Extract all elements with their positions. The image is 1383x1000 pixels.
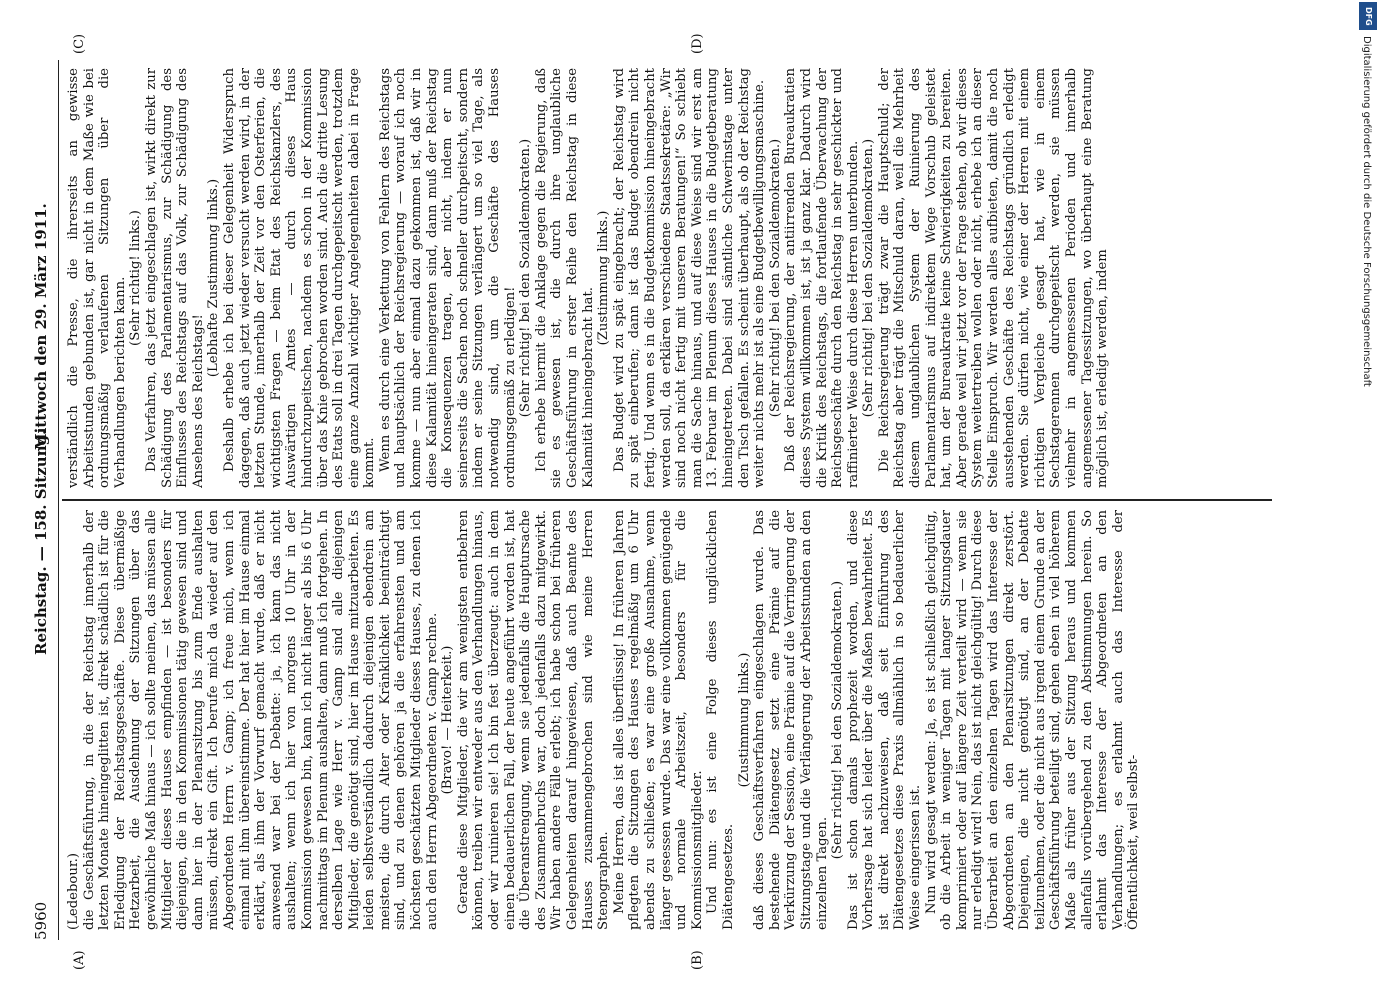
interjection: (Zustimmung links.)	[736, 652, 752, 788]
interjection: (Bravo! — Heiterkeit.)	[440, 645, 456, 795]
right-column	[66, 68, 1271, 488]
dfg-logo: DFG	[1359, 2, 1377, 30]
paragraph: Deshalb erhebe ich bei dieser Gelegenheit Widerspruch dagegen, daß auch jetzt wieder versucht werden wird, in der letzten Stunde, innerhalb der Zeit vor den Osterferien, die wichtigsten Fragen — beim Etat des Reichskanzlers, des Auswärtigen Amtes — durch dieses Haus hindurchzupeitschen, nachdem es schon in der Kommission über das Knie gebrochen worden sind. Auch die dritte Lesung des Etats soll in drei Tagen durchgepeitscht werden, trotzdem eine ganze Anzahl wichtiger Angelegenheiten dabei in Frage kommt.	[221, 68, 378, 488]
page-number: 5960	[32, 901, 50, 940]
paragraph: Das Verfahren, das jetzt eingeschlagen ist, wirkt direkt zur Schädigung des Parlamentarismus, zur Schädigung des Einflusses des Reichstags auf das Volk, zur Schädigung des Ansehens des Reichstags!	[143, 68, 206, 488]
margin-marker-c: (C)	[72, 33, 87, 54]
paragraph: Wenn es durch eine Verkettung von Fehlern des Reichstags und hauptsächlich der Reichsregierung — worauf ich noch komme — nun aber einmal dazu gekommen ist, daß wir in diese Kalamität hineingeraten sind, dann muß der Reichstag die Konsequenzen tragen, aber nicht, indem er nun seinerseits die Sachen noch schneller durchpeitscht, sondern indem er seine Sitzungen verlängert um so viel Tage, als notwendig sind, um die Geschäfte des Hauses ordnungsgemäß zu erledigen!	[377, 68, 518, 488]
session-title: Reichstag. — 158. Sitzung.	[32, 429, 50, 655]
interjection: (Sehr richtig! bei den Sozialdemokraten.)	[518, 138, 534, 418]
interjection: (Zustimmung links.)	[596, 210, 612, 346]
margin-marker-a: (A)	[72, 950, 87, 970]
paragraph: Das ist schon damals prophezeit worden, und diese Vorhersage hat sich leider über die Maßen bewahrheitet. Es ist direkt nachzuweisen, daß seit Einführung des Diätengesetzes diese Praxis allmählich in so bedauerlicher Weise eingerissen ist.	[845, 510, 924, 930]
interjection: (Sehr richtig! bei den Sozialdemokraten.)	[830, 580, 846, 860]
paragraph: die Geschäftsführung, in die der Reichstag innerhalb der letzten Monate hineingeglitten ist, direkt schädlich ist für die Erledigung der Reichstagsgeschäfte. Diese übermäßige Hetzarbeit, die Ausdehnung der Sitzungen über das gewöhnliche Maß hinaus — ich sollte meinen, das müssen alle Mitglieder dieses Hauses empfinden — ist besonders für diejenigen, die in den Kommissionen tätig gewesen sind und dann hier in der Plenarsitzung bis zum Ende aushalten müssen, direkt ein Gift. Ich berufe mich da wieder auf den Abgeordneten Herrn v. Gamp; ich freue mich, wenn ich einmal mit ihm übereinstimme. Der hat hier im Hause einmal erklärt, als ihm der Vorwurf gemacht wurde, daß er nicht anwesend war bei der Debatte: ja, ich kann das nicht aushalten; wenn ich hier von morgens 10 Uhr in der Kommission gewesen bin, kann ich nicht länger als bis 6 Uhr nachmittags im Plenum aushalten, dann muß ich fortgehen. In derselben Lage wie Herr v. Gamp sind alle diejenigen Mitglieder, die genötigt sind, hier im Hause mitzuarbeiten. Es leiden selbstverständlich dadurch diejenigen ebendrein am meisten, die durch Alter oder Kränklichkeit beeinträchtigt sind, und zu denen gehören ja die erfahrensten und am höchsten geschätzten Mitglieder dieses Hauses, zu denen ich auch den Herrn Abgeordneten v. Gamp rechne.	[81, 510, 440, 930]
page-header	[32, 60, 56, 940]
interjection: (Sehr richtig! bei den Sozialdemokraten.)	[861, 138, 877, 418]
paragraph: (Ledebour.)	[66, 852, 81, 930]
paragraph: Gerade diese Mitglieder, die wir am wenigsten entbehren können, treiben wir entweder aus den Verhandlungen hinaus, oder wir ruinieren sie! Ich bin fest überzeugt: auch in dem einen bedauerlichen Fall, der heute angeführt worden ist, hat die Überanstrengung, wenn sie jedenfalls die Hauptursache des Zusammenbruchs war, doch jedenfalls dazu mitgewirkt. Wir haben andere Fälle erlebt; ich habe schon bei früheren Gelegenheiten darauf hingewiesen, daß auch Beamte des Hauses zusammengebrochen sind wie meine Herren Stenographen.	[455, 510, 612, 930]
digitization-sidebar	[1353, 0, 1383, 1000]
margin-marker-d: (D)	[690, 33, 705, 54]
paragraph: Meine Herren, das ist alles überflüssig! In früheren Jahren pflegten die Sitzungen des Hauses regelmäßig um 6 Uhr abends zu schließen; es war eine große Ausnahme, wenn länger gesessen wurde. Das war eine vollkommen genügende und normale Arbeitszeit, besonders für die Kommissionsmitglieder.	[611, 510, 705, 930]
paragraph: Ich erhebe hiermit die Anklage gegen die Regierung, daß sie es gewesen ist, die durch ihre unglaubliche Geschäftsführung in erster Reihe den Reichstag in diese Kalamität hineingebracht hat.	[533, 68, 596, 488]
paragraph: Das Budget wird zu spät eingebracht; der Reichstag wird zu spät einberufen; dann ist das Budget obendrein nicht fertig. Und wenn es in die Budgetkommission hineingebracht werden soll, da erklären verschiedene Staatssekretäre: „Wir sind noch nicht fertig mit unseren Beratungen!“ So schiebt man die Sache hinaus, und auf diese Weise sind wir erst am 13. Februar im Plenum dieses Hauses in die Budgetberatung hineingetreten. Dabei sind sämtliche Schwerinstage unter den Tisch gefallen. Es scheint überhaupt, als ob der Reichstag weiter nichts mehr ist als eine Budgetbewilligungsmaschine.	[611, 68, 768, 488]
paragraph: Daß der Reichsregierung, der antiirrenden Bureaukratien dieses System willkommen ist, ist ja ganz klar. Dadurch wird die Kritik des Reichstags, die fortlaufende Überwachung der Reichsgeschäfte durch den Reichstag in sehr geschickter und raffinierter Weise durch diese Herren unterbunden.	[783, 68, 861, 488]
header-rule	[58, 60, 59, 940]
interjection: (Lebhafte Zustimmung links.)	[206, 178, 222, 378]
paragraph: Die Reichsregierung trägt zwar die Hauptschuld; der Reichstag aber trägt die Mitschuld daran, weil die Mehrheit diesem unglaublichen System der Ruinierung des Parlamentarismus auf indirektem Wege Vorschub geleistet hat, um der Bureaukratie keine Schwierigkeiten zu bereiten. Aber gerade weil wir jetzt vor der Frage stehen, ob wir dieses System weitertreiben wollen oder nicht, erhebe ich an dieser Stelle Einspruch. Wir werden alles aufbieten, damit die noch ausstehenden Geschäfte des Reichstags gründlich erledigt werden. Sie dürfen nicht, wie einer der Herren mit einem richtigen Vergleiche gesagt hat, wie in einem Sechstagerennen durchgepeitscht werden, sie müssen vielmehr in angemessenen Perioden und innerhalb angemessener Tagessitzungen, wo überhaupt eine Beratung möglich ist, erledigt werden, indem	[876, 68, 1111, 488]
paragraph: Und nun: es ist eine Folge dieses unglücklichen Diätengesetzes.	[705, 510, 736, 930]
margin-marker-b: (B)	[690, 950, 705, 970]
paragraph: daß dieses Geschäftsverfahren eingeschlagen wurde. Das bestehende Diätengesetz setzt eine Prämie auf die Verkürzung der Session, eine Prämie auf die Verringerung der Sitzungstage und die Verlängerung der Arbeitsstunden an den einzelnen Tagen.	[752, 510, 830, 930]
left-column	[66, 510, 1271, 930]
digitization-notice: Digitalisierung gefördert durch die Deutsche Forschungsgemeinschaft	[1361, 36, 1372, 387]
interjection: (Sehr richtig! links.)	[128, 210, 144, 346]
paragraph: verständlich die Presse, die ihrerseits an gewisse Arbeitsstunden gebunden ist, gar nicht in dem Maße wie bei ordnungsmäßig verlaufenen Sitzungen über die Verhandlungen berichten kann.	[66, 68, 128, 488]
session-date: Mittwoch den 29. März 1911.	[32, 203, 50, 450]
paragraph: Nun wird gesagt werden: Ja, es ist schließlich gleichgültig, ob die Arbeit in weniger Tagen mit langer Sitzungsdauer komprimiert oder auf längere Zeit verteilt wird — wenn sie nur erledigt wird! Nein, das ist nicht gleichgültig! Durch diese Überarbeit an den einzelnen Tagen wird das Interesse der Abgeordneten an den Plenarsitzungen direkt zerstört. Diejenigen, die nicht genötigt sind, an der Debatte teilzunehmen, oder die nicht aus irgend einem Grunde an der Geschäftsführung beteiligt sind, gehen eben in viel höherem Maße als früher aus der Sitzung heraus und kommen allenfalls vorübergehend zu den Abstimmungen herein. So erlahmt das Interesse der Abgeordneten an den Verhandlungen; es erlahmt auch das Interesse der Öffentlichkeit, weil selbst-	[923, 510, 1142, 930]
interjection: (Sehr richtig! bei den Sozialdemokraten.)	[767, 138, 783, 418]
column-divider	[62, 499, 1272, 501]
